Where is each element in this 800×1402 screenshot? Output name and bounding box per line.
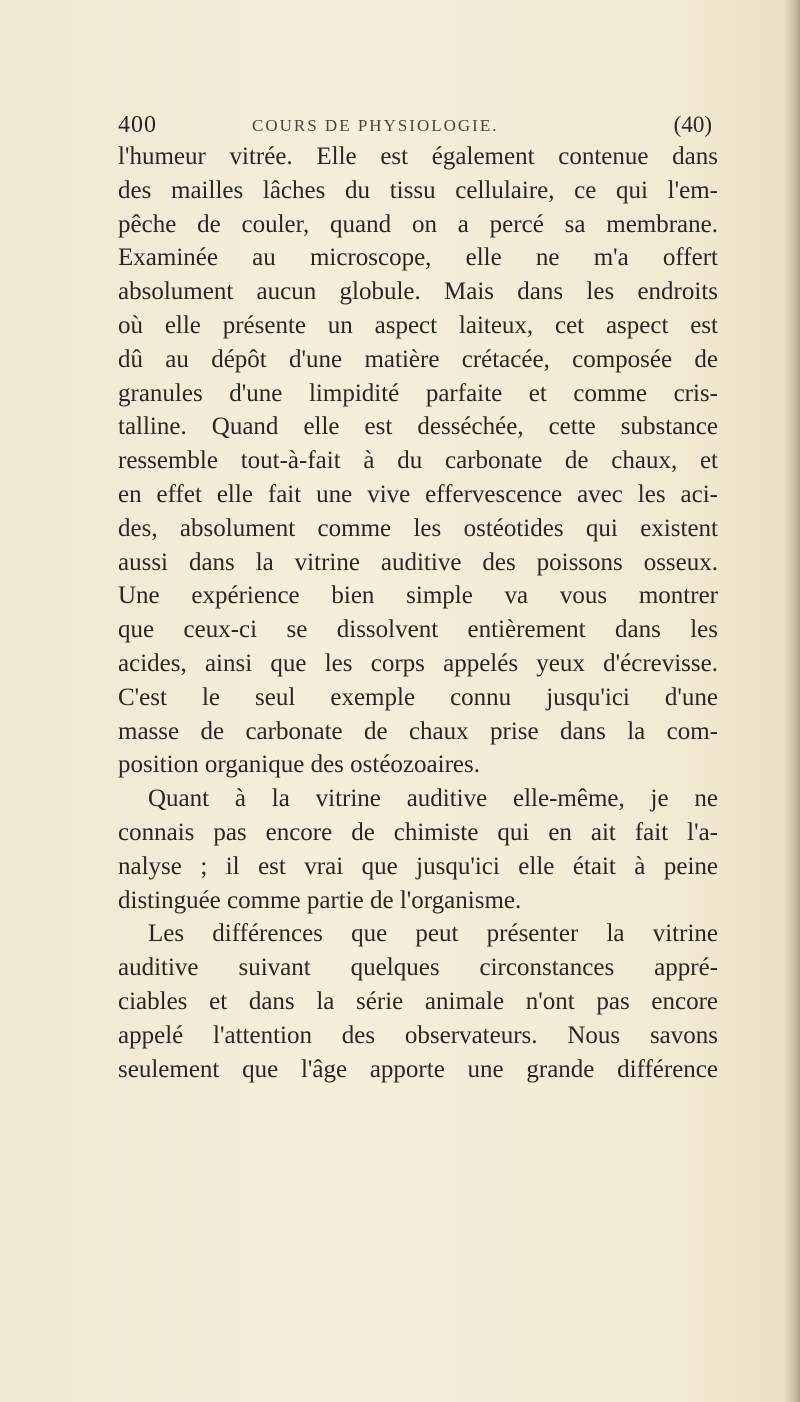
- text-line: en effet elle fait une vive effervescence avec les aci-: [118, 480, 718, 508]
- text-line: appelé l'attention des observateurs. Nous savons: [118, 1021, 718, 1049]
- text-line: absolument aucun globule. Mais dans les endroits: [118, 278, 718, 306]
- page-number: 400: [118, 112, 157, 138]
- body-text: [118, 140, 718, 1086]
- text-line: l'humeur vitrée. Elle est également contenue dans: [118, 143, 718, 170]
- text-line: Examinée au microscope, elle ne m'a offert: [118, 244, 718, 272]
- text-line: seulement que l'âge apporte une grande différence: [118, 1055, 718, 1083]
- text-line: C'est le seul exemple connu jusqu'ici d'une: [118, 683, 718, 711]
- running-title: COURS DE PHYSIOLOGIE.: [252, 116, 499, 135]
- text-line: pêche de couler, quand on a percé sa membrane.: [118, 210, 718, 238]
- text-line: des mailles lâches du tissu cellulaire, ce qui l'em-: [118, 176, 718, 204]
- text-line: masse de carbonate de chaux prise dans la com-: [118, 717, 718, 745]
- text-line: dû au dépôt d'une matière crétacée, composée de: [118, 345, 718, 373]
- section-number: (40): [673, 112, 712, 137]
- text-line: ressemble tout-à-fait à du carbonate de chaux, et: [118, 447, 718, 475]
- text-line: Les différences que peut présenter la vitrine: [148, 920, 718, 948]
- text-line: nalyse ; il est vrai que jusqu'ici elle était à peine: [118, 852, 718, 880]
- text-line: où elle présente un aspect laiteux, cet aspect est: [118, 311, 718, 339]
- text-line: Quant à la vitrine auditive elle-même, je ne: [148, 785, 718, 813]
- text-line: distinguée comme partie de l'organisme.: [118, 886, 522, 914]
- text-line: aussi dans la vitrine auditive des poissons osseux.: [118, 548, 718, 576]
- text-line: connais pas encore de chimiste qui en ait fait l'a-: [118, 818, 718, 846]
- text-line: acides, ainsi que les corps appelés yeux d'écrevisse.: [118, 649, 718, 677]
- text-line: talline. Quand elle est desséchée, cette substance: [118, 413, 718, 441]
- text-line: ciables et dans la série animale n'ont pas encore: [118, 987, 718, 1015]
- text-line: que ceux-ci se dissolvent entièrement dans les: [118, 616, 718, 644]
- text-line: granules d'une limpidité parfaite et comme cris-: [118, 379, 718, 407]
- text-line: auditive suivant quelques circonstances appré-: [118, 954, 718, 982]
- page-edge-shadow: [784, 0, 800, 1402]
- text-line: des, absolument comme les ostéotides qui existent: [118, 514, 718, 542]
- text-line: Une expérience bien simple va vous montrer: [118, 582, 718, 610]
- text-line: position organique des ostéozoaires.: [118, 751, 480, 779]
